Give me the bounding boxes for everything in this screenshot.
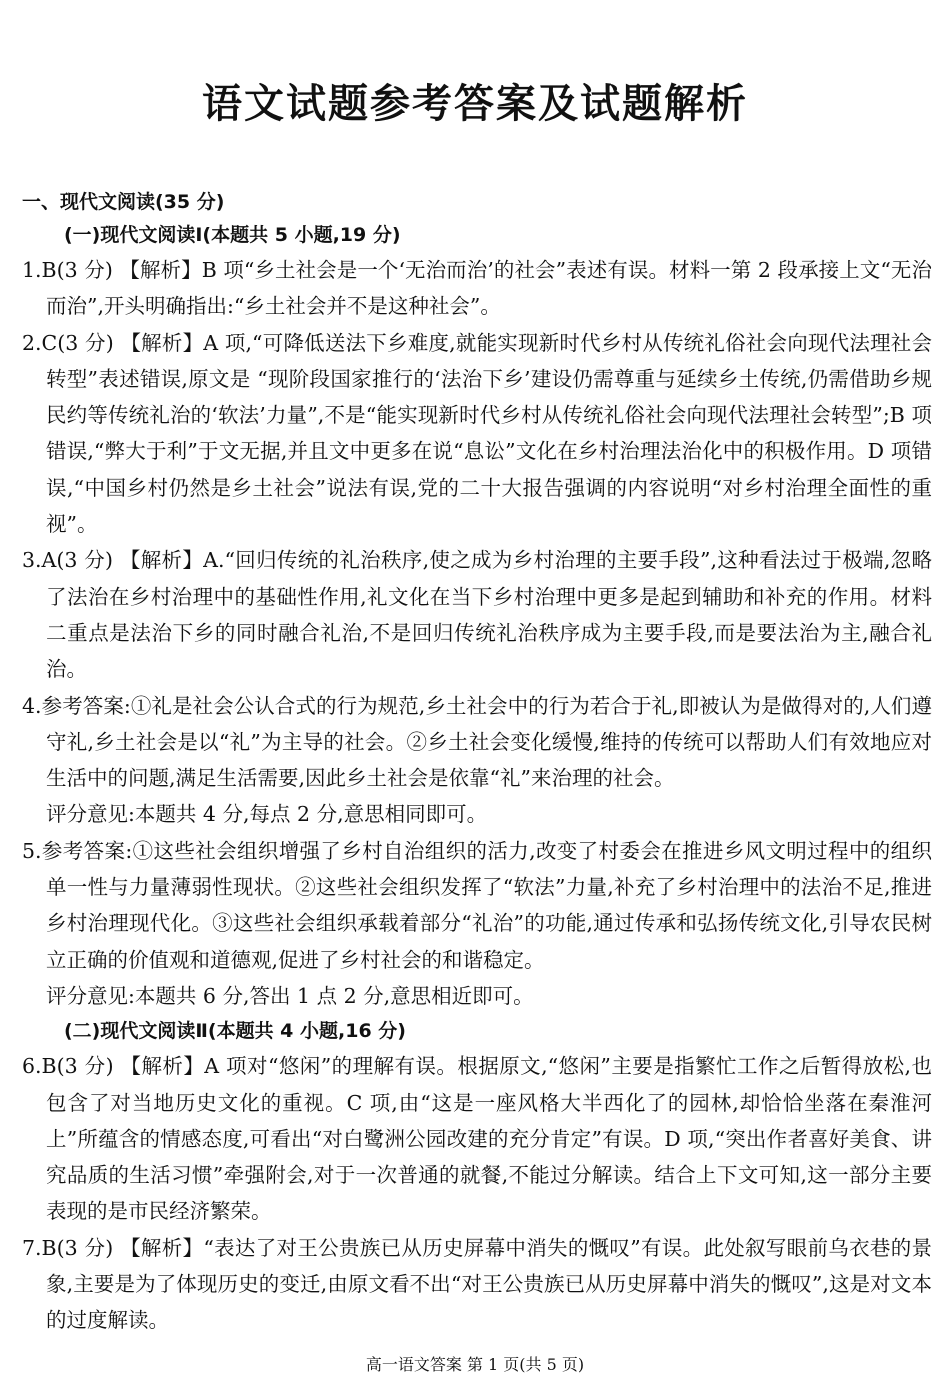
scoring-note-5: 评分意见:本题共 6 分,答出 1 点 2 分,意思相近即可。 (46, 983, 534, 1008)
scoring-note-4: 评分意见:本题共 4 分,每点 2 分,意思相同即可。 (46, 802, 488, 827)
subsection-heading-reading-1: (一)现代文阅读Ⅰ(本题共 5 小题,19 分) (64, 224, 401, 246)
section-heading-modern-reading: 一、现代文阅读(35 分) (22, 191, 225, 213)
answer-item-2: 2.C(3 分) 【解析】A 项,“可降低送法下乡难度,就能实现新时代乡村从传统礼俗社会向现代法理社会转型”表述错误,原文是 “现阶段国家推行的‘法治下乡’建设仍需尊重与延续乡土传统,仍需借助乡规民约等传统礼治的‘软法’力量”,不是“能实现新时代乡村从传统礼俗社会向现代法理社会转型”;B 项错误,“弊大于利”于文无据,并且文中更多在说“息讼”文化在乡村治理法治化中的积极作用。D 项错误,“中国乡村仍然是乡土社会”说法有误,党的二十大报告强调的内容说明“对乡村治理全面性的重视”。 (22, 330, 932, 537)
answer-item-6: 6.B(3 分) 【解析】A 项对“悠闲”的理解有误。根据原文,“悠闲”主要是指繁忙工作之后暂得放松,也包含了对当地历史文化的重视。C 项,由“这是一座风格大半西化了的园林,却恰恰坐落在秦淮河上”所蕴含的情感态度,可看出“对白鹭洲公园改建的充分肯定”有误。D 项,“突出作者喜好美食、讲究品质的生活习惯”牵强附会,对于一次普通的就餐,不能过分解读。结合上下文可知,这一部分主要表现的是市民经济繁荣。 (22, 1054, 932, 1224)
answer-item-1: 1.B(3 分) 【解析】B 项“乡土社会是一个‘无治而治’的社会”表述有误。材料一第 2 段承接上文“无治而治”,开头明确指出:“乡土社会并不是这种社会”。 (22, 258, 932, 319)
page-footer: 高一语文答案 第 1 页(共 5 页) (365, 1355, 585, 1374)
answer-item-7: 7.B(3 分) 【解析】“表达了对王公贵族已从历史屏幕中消失的慨叹”有误。此处叙写眼前乌衣巷的景象,主要是为了体现历史的变迁,由原文看不出“对王公贵族已从历史屏幕中消失的慨叹”,这是对文本的过度解读。 (22, 1235, 932, 1333)
answer-item-3: 3.A(3 分) 【解析】A.“回归传统的礼治秩序,使之成为乡村治理的主要手段”,这种看法过于极端,忽略了法治在乡村治理中的基础性作用,礼文化在当下乡村治理中更多是起到辅助和补充的作用。材料二重点是法治下乡的同时融合礼治,不是回归传统礼治秩序成为主要手段,而是要法治为主,融合礼治。 (22, 548, 932, 682)
answer-item-5: 5.参考答案:①这些社会组织增强了乡村自治组织的活力,改变了村委会在推进乡风文明过程中的组织单一性与力量薄弱性现状。②这些社会组织发挥了“软法”力量,补充了乡村治理中的法治不足,推进乡村治理现代化。③这些社会组织承载着部分“礼治”的功能,通过传承和弘扬传统文化,引导农民树立正确的价值观和道德观,促进了乡村社会的和谐稳定。 (22, 838, 932, 972)
answer-item-4: 4.参考答案:①礼是社会公认合式的行为规范,乡土社会中的行为若合于礼,即被认为是做得对的,人们遵守礼,乡土社会是以“礼”为主导的社会。②乡土社会变化缓慢,维持的传统可以帮助人们有效地应对生活中的问题,满足生活需要,因此乡土社会是依靠“礼”来治理的社会。 (22, 693, 932, 791)
subsection-heading-reading-2: (二)现代文阅读Ⅱ(本题共 4 小题,16 分) (64, 1020, 406, 1043)
answer-content (22, 186, 932, 1339)
page-title: 语文试题参考答案及试题解析 (202, 81, 748, 127)
